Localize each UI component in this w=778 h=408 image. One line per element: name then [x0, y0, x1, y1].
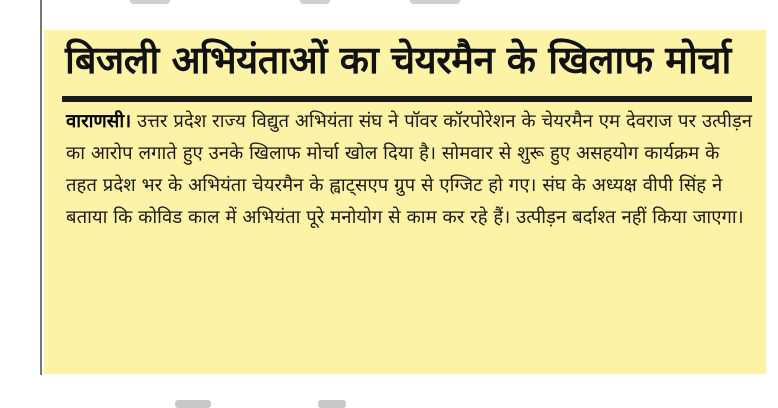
article-body	[66, 106, 756, 234]
news-clipping	[44, 30, 766, 374]
cropped-text-top	[0, 0, 778, 6]
headline: बिजली अभियंताओं का चेयरमैन के खिलाफ मोर्चा	[65, 38, 731, 82]
column-rule	[40, 0, 42, 375]
article-text: उत्तर प्रदेश राज्य विद्युत अभियंता संघ ने पॉवर कॉरपोरेशन के चेयरमैन एम देवराज पर उत्पीड़न का आरोप लगाते हुए उनके खिलाफ मोर्चा खोल दिया है। सोमवार से शुरू हुए असहयोग कार्यक्रम के तहत प्रदेश भर के अभियंता चेयरमैन के ह्वाट्सएप ग्रुप से एग्जिट हो गए। संघ के अध्यक्ष वीपी सिंह ने बताया कि कोविड काल में अभियंता पूरे मनोयोग से काम कर रहे हैं। उत्पीड़न बर्दाश्त नहीं किया जाएगा।	[66, 111, 753, 228]
headline-divider	[62, 96, 752, 102]
dateline: वाराणसी।	[66, 111, 132, 132]
